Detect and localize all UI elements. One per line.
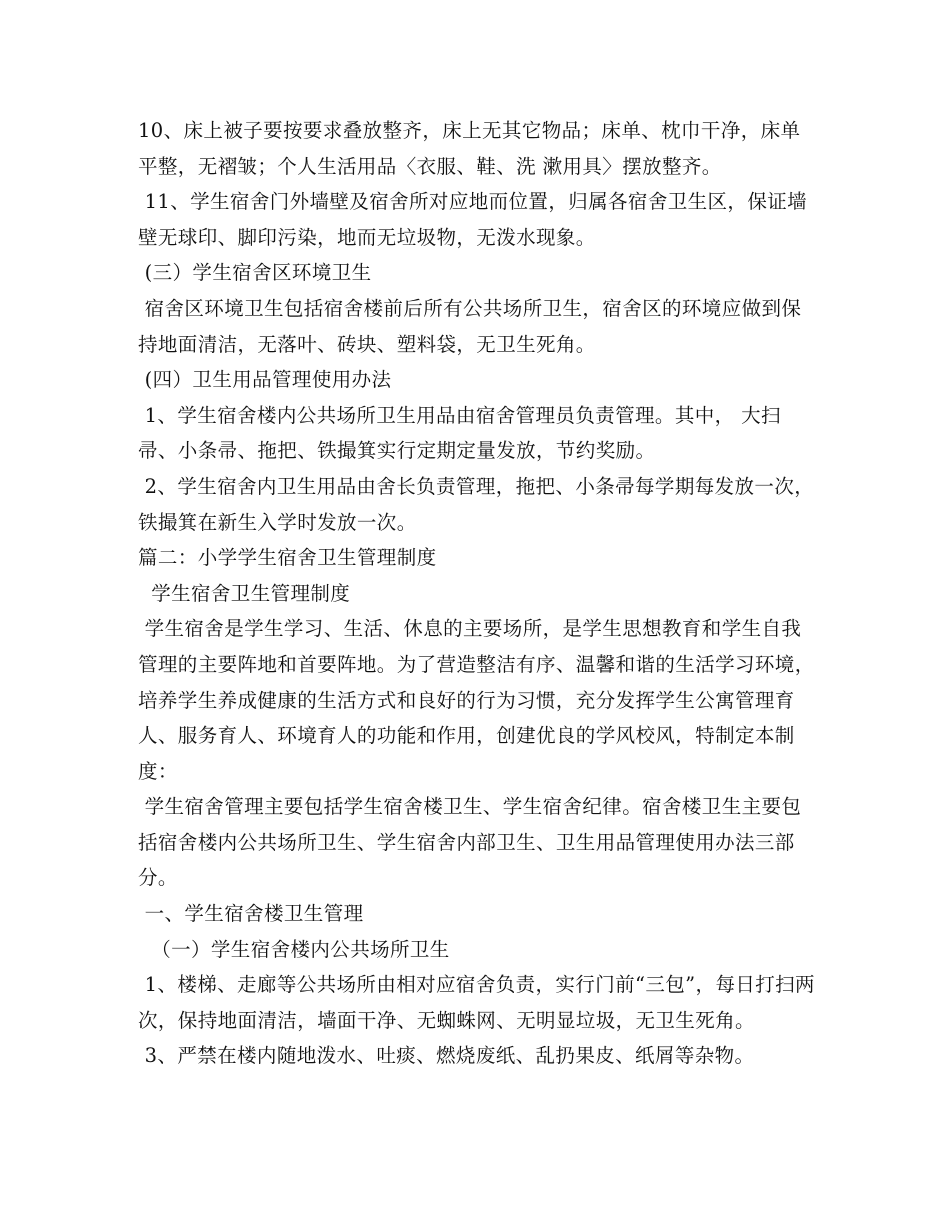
paragraph-scope: 学生宿舍管理主要包括学生宿舍楼卫生、学生宿舍纪律。宿舍楼卫生主要包括宿舍楼内公共场所卫生、学生宿舍内部卫生、卫生用品管理使用办法三部分。 — [138, 795, 802, 890]
paragraph-environment: 宿舍区环境卫生包括宿舍楼前后所有公共场所卫生，宿舍区的环境应做到保持地面清洁，无落叶、砖块、塑料袋，无卫生死角。 — [138, 296, 802, 356]
document-body — [138, 113, 818, 1074]
paragraph-item-2: 2、学生宿舍内卫生用品由舍长负责管理，拖把、小条帚每学期每发放一次，铁撮箕在新生入学时发放一次。 — [138, 474, 815, 534]
section-heading-4: (四）卫生用品管理使用办法 — [138, 368, 392, 392]
paragraph-item-1: 1、学生宿舍楼内公共场所卫生用品由宿舍管理员负责管理。其中， 大扫帚、小条帚、拖把、铁撮箕实行定期定量发放，节约奖励。 — [138, 403, 781, 463]
chapter-subtitle: 学生宿舍卫生管理制度 — [138, 581, 351, 605]
section-heading-3: (三）学生宿舍区环境卫生 — [138, 261, 372, 285]
paragraph-rule-3: 3、严禁在楼内随地泼水、吐痰、燃烧废纸、乱扔果皮、纸屑等杂物。 — [138, 1044, 755, 1068]
paragraph-intro: 学生宿舍是学生学习、生活、休息的主要场所，是学生思想教育和学生自我管理的主要阵地和首要阵地。为了营造整洁有序、温馨和谐的生活学习环境，培养学生养成健康的生活方式和良好的行为习惯，充分发挥学生公寓管理育人、服务育人、环境育人的功能和作用，创建优良的学风校风，特制定本制度： — [138, 617, 815, 783]
section-heading-one: 一、学生宿舍楼卫生管理 — [138, 902, 364, 926]
paragraph-item-11: 11、学生宿舍门外墙壁及宿舍所对应地而位置，归属各宿舍卫生区，保证墙壁无球印、脚印污染，地而无垃圾物，无泼水现象。 — [138, 190, 808, 249]
paragraph-rule-1: 1、楼梯、走廊等公共场所由相对应宿舍负责，实行门前“三包”，每日打扫两次，保持地面清洁，墙面干净、无蜘蛛网、无明显垃圾，无卫生死角。 — [138, 973, 815, 1032]
chapter-title: 篇二：小学学生宿舍卫生管理制度 — [138, 546, 437, 570]
paragraph-item-10: 10、床上被子要按要求叠放整齐，床上无其它物品；床单、枕巾干净，床单平整，无褶皱；个人生活用品〈衣服、鞋、洗 漱用具〉摆放整齐。 — [138, 119, 801, 178]
subsection-heading-one: （一）学生宿舍楼内公共场所卫生 — [138, 937, 450, 961]
